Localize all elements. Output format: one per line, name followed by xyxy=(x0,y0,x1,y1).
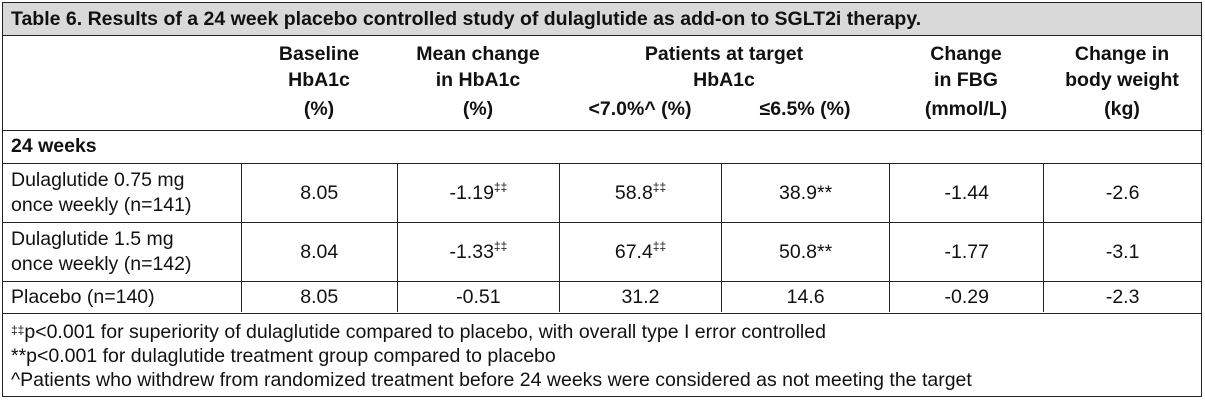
header-fbg-unit: (mmol/L) xyxy=(924,98,1008,120)
header-baseline-line1: Baseline xyxy=(278,43,360,65)
header-baseline-unit: (%) xyxy=(303,98,335,120)
weight-cell: -2.3 xyxy=(1044,282,1201,313)
mean-change-cell: -0.51 xyxy=(397,282,559,313)
header-patients-target xyxy=(559,41,889,93)
results-table xyxy=(2,2,1202,397)
footnote-divider xyxy=(3,313,1201,314)
header-target-lt7-unit: <7.0%^ (%) xyxy=(588,98,692,120)
footnote-mark: ‡‡ xyxy=(11,323,25,337)
mean-change-cell xyxy=(397,223,559,282)
header-mean-change-line2: in HbA1c xyxy=(435,69,521,91)
row-label-line2: once weekly (n=141) xyxy=(11,194,192,216)
header-baseline xyxy=(241,41,397,93)
significance-mark: ‡‡ xyxy=(652,238,667,253)
footnote-1 xyxy=(11,320,972,344)
row-label-line1: Dulaglutide 0.75 mg xyxy=(11,169,185,191)
fbg-cell: -1.44 xyxy=(890,164,1044,223)
row-label xyxy=(3,164,241,223)
significance-mark: ‡‡ xyxy=(652,179,667,194)
fbg-cell: -0.29 xyxy=(890,282,1044,313)
header-weight-unit: (kg) xyxy=(1104,98,1140,120)
results-body xyxy=(3,163,1201,312)
divider xyxy=(3,130,1201,131)
target-le65-cell: 50.8** xyxy=(722,223,890,282)
significance-mark: ‡‡ xyxy=(493,179,508,194)
header-mean-change-unit: (%) xyxy=(462,98,494,120)
weight-cell: -3.1 xyxy=(1044,223,1201,282)
header-weight-line1: Change in xyxy=(1074,43,1170,65)
target-lt7-value: 58.8 xyxy=(614,181,653,204)
footnote-2: **p<0.001 for dulaglutide treatment group compared to placebo xyxy=(11,345,556,367)
header-fbg xyxy=(889,41,1043,93)
target-lt7-cell: 31.2 xyxy=(559,282,721,313)
header-patients-target-line2: HbA1c xyxy=(693,69,755,91)
header-patients-target-line1: Patients at target xyxy=(644,43,804,65)
mean-change-value: -1.19 xyxy=(449,181,494,204)
target-lt7-cell xyxy=(559,164,721,223)
row-label: Placebo (n=140) xyxy=(3,282,241,313)
target-le65-cell: 38.9** xyxy=(722,164,890,223)
table-row xyxy=(3,223,1201,282)
baseline-cell: 8.05 xyxy=(241,282,397,313)
table-row xyxy=(3,282,1201,313)
mean-change-value: -1.33 xyxy=(449,240,494,263)
weight-cell: -2.6 xyxy=(1044,164,1201,223)
section-label: 24 weeks xyxy=(11,135,97,157)
header-weight xyxy=(1043,41,1201,93)
header-fbg-line1: Change xyxy=(930,43,1002,65)
target-lt7-value: 67.4 xyxy=(614,240,653,263)
row-label-line2: once weekly (n=142) xyxy=(11,253,192,275)
header-target-le65-unit: ≤6.5% (%) xyxy=(759,98,851,120)
header-baseline-line2: HbA1c xyxy=(288,69,350,91)
target-lt7-cell xyxy=(559,223,721,282)
target-le65-cell: 14.6 xyxy=(722,282,890,313)
baseline-cell: 8.05 xyxy=(241,164,397,223)
table-header xyxy=(3,37,1201,130)
header-weight-line2: body weight xyxy=(1065,69,1179,91)
mean-change-cell xyxy=(397,164,559,223)
table-title: Table 6. Results of a 24 week placebo controlled study of dulaglutide as add-on to SGLT2i therapy. xyxy=(3,3,1201,36)
table-row xyxy=(3,164,1201,223)
row-label xyxy=(3,223,241,282)
fbg-cell: -1.77 xyxy=(890,223,1044,282)
header-mean-change xyxy=(397,41,559,93)
baseline-cell: 8.04 xyxy=(241,223,397,282)
footnote-3: ^Patients who withdrew from randomized treatment before 24 weeks were considered as not meeting the target xyxy=(11,369,972,391)
row-label-line1: Dulaglutide 1.5 mg xyxy=(11,228,174,250)
footnote-1-text: p<0.001 for superiority of dulaglutide compared to placebo, with overall type I error controlled xyxy=(24,321,826,343)
header-fbg-line2: in FBG xyxy=(934,69,998,91)
footnotes xyxy=(11,320,972,392)
header-mean-change-line1: Mean change xyxy=(416,43,540,65)
significance-mark: ‡‡ xyxy=(493,238,508,253)
